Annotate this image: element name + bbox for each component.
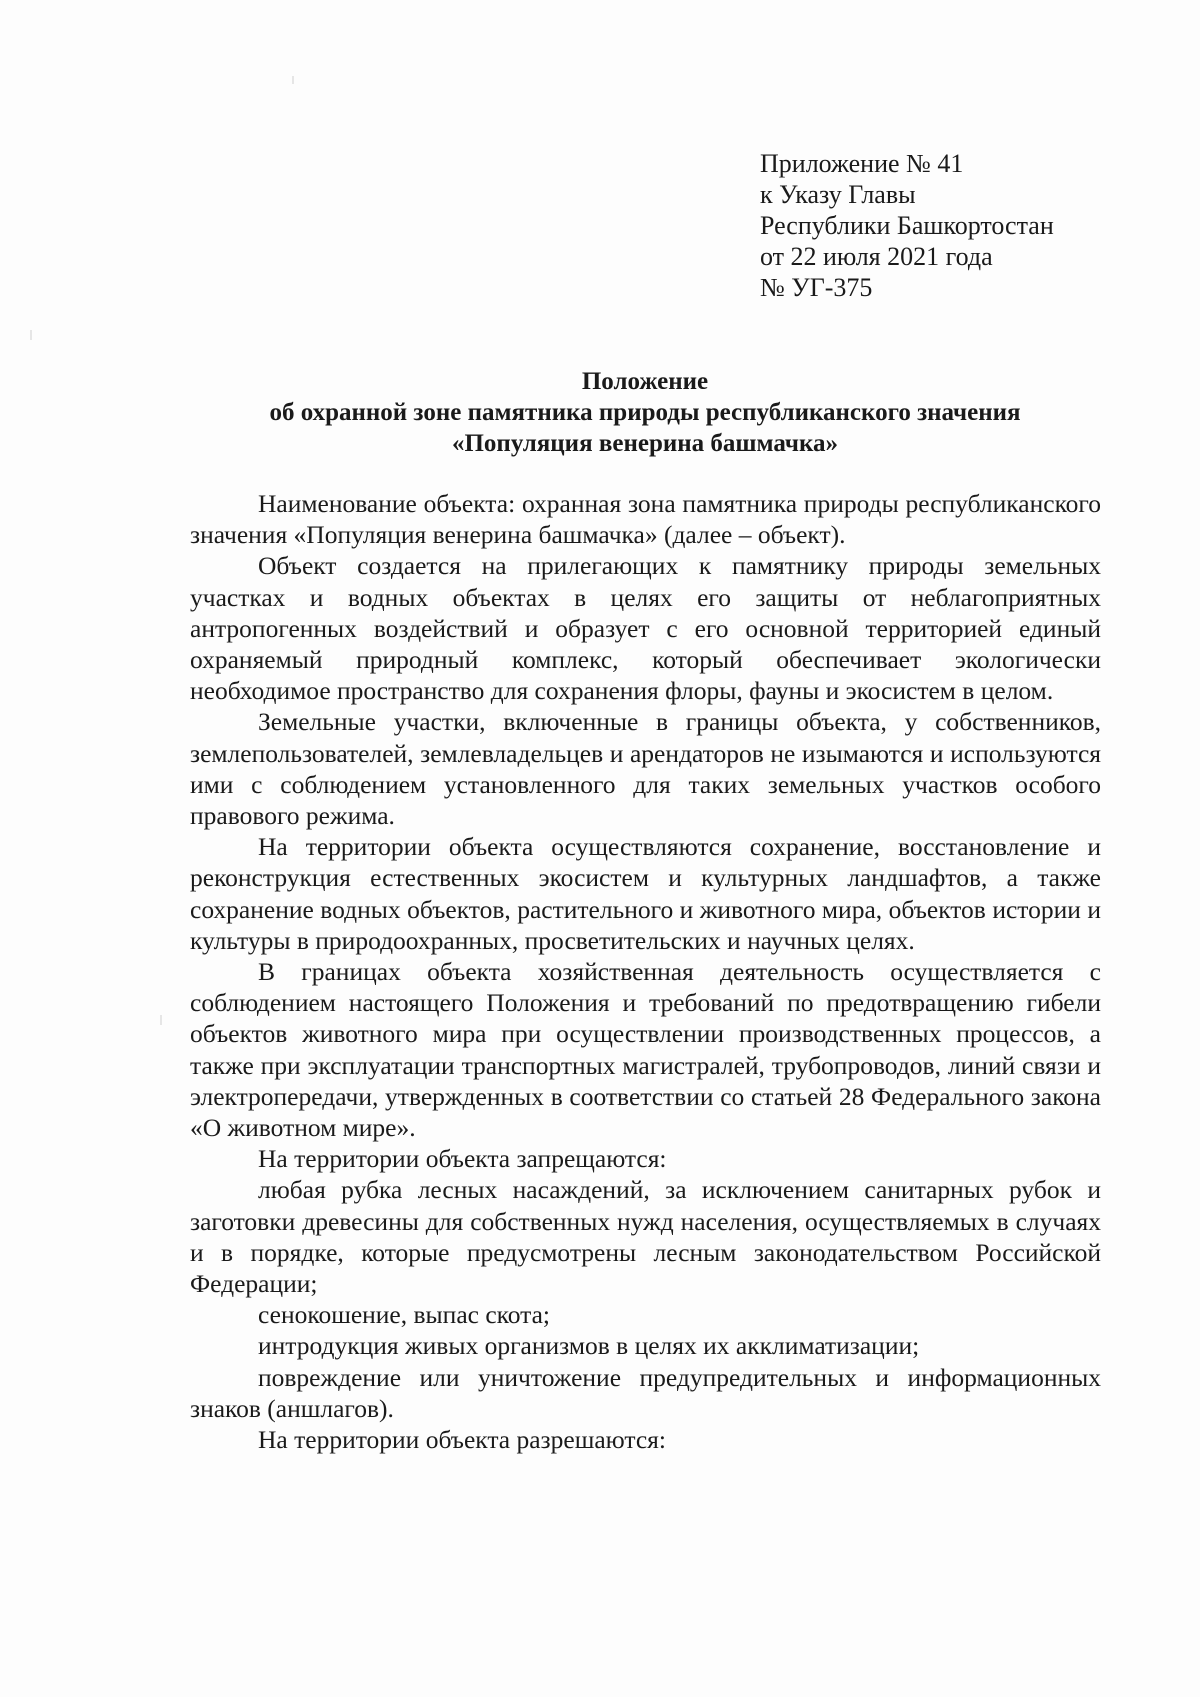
document-body [190, 488, 1101, 1455]
list-item-introduction: интродукция живых организмов в целях их акклиматизации; [258, 1331, 920, 1361]
list-item-signs: повреждение или уничтожение предупредительных и информационных знаков (аншлагов). [190, 1362, 1101, 1423]
appendix-header [760, 148, 1140, 303]
document-title [190, 366, 1100, 459]
appendix-number: Приложение № 41 [760, 149, 964, 178]
appendix-decree-number: № УГ-375 [760, 273, 873, 302]
appendix-date: от 22 июля 2021 года [760, 242, 993, 271]
list-item-logging: любая рубка лесных насаждений, за исключением санитарных рубок и заготовки древесины для собственных нужд населения, осуществляемых в случаях и в порядке, которые предусмотрены лесным законодательством Российской Федерации; [190, 1175, 1101, 1299]
appendix-republic: Республики Башкортостан [760, 211, 1054, 240]
paragraph-allowed-heading: На территории объекта разрешаются: [258, 1425, 666, 1455]
title-line-1: Положение [581, 368, 709, 395]
scan-artifact-left-lower [160, 1015, 162, 1025]
paragraph-object-name: Наименование объекта: охранная зона памятника природы республиканского значения «Популяция венерина башмачка» (далее – объект). [190, 489, 1101, 550]
paragraph-land-plots: Земельные участки, включенные в границы объекта, у собственников, землепользователей, землевладельцев и арендаторов не изымаются и используются ими с соблюдением установленного для таких земельных участков особого правового режима. [190, 707, 1101, 831]
paragraph-conservation: На территории объекта осуществляются сохранение, восстановление и реконструкция естественных экосистем и культурных ландшафтов, а также сохранение водных объектов, растительного и животного мира, объектов истории и культуры в природоохранных, просветительских и научных целях. [190, 832, 1101, 955]
title-line-2: об охранной зоне памятника природы республиканского значения [269, 399, 1021, 426]
paragraph-economic-activity: В границах объекта хозяйственная деятельность осуществляется с соблюдением настоящего Положения и требований по предотвращению гибели объектов животного мира при осуществлении производственных процессов, а также при эксплуатации транспортных магистралей, трубопроводов, линий связи и электропередачи, утвержденных в соответствии со статьей 28 Федерального закона «О животном мире». [190, 957, 1101, 1143]
appendix-decree: к Указу Главы [760, 180, 916, 209]
paragraph-prohibited-heading: На территории объекта запрещаются: [258, 1144, 667, 1174]
scan-artifact-left [30, 330, 32, 340]
list-item-haymaking: сенокошение, выпас скота; [258, 1300, 551, 1330]
scan-artifact-top [292, 76, 294, 84]
title-line-3: «Популяция венерина башмачка» [451, 430, 838, 457]
paragraph-object-purpose: Объект создается на прилегающих к памятнику природы земельных участках и водных объектах в целях его защиты от неблагоприятных антропогенных воздействий и образует с его основной территорией единый охраняемый природный комплекс, который обеспечивает экологически необходимое пространство для сохранения флоры, фауны и экосистем в целом. [190, 551, 1101, 706]
